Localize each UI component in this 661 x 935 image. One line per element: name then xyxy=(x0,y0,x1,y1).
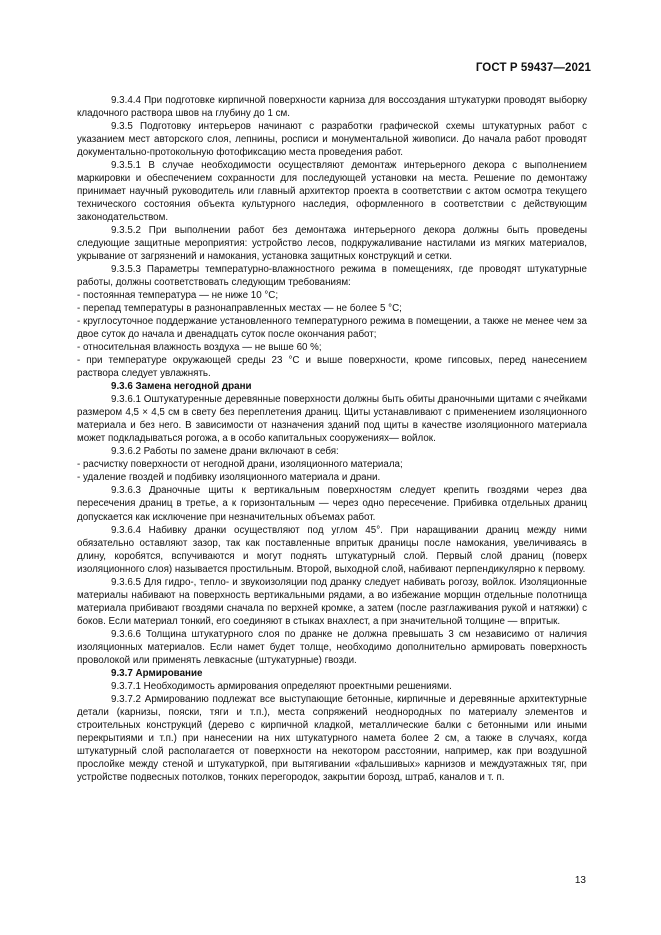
paragraph: 9.3.6.1 Оштукатуренные деревянные поверхности должны быть обиты драночными щитами с ячейками размером 4,5 × 4,5 см в свету без переплетения драниц. Щиты устанавливают с применением изоляционного материала и без него. В зависимости от назначения зданий под щиты в качестве изоляционного материала может подкладываться рогожа, а в особо капитальных сооружениях— войлок. xyxy=(77,394,587,445)
paragraph: 9.3.5 Подготовку интерьеров начинают с разработки графической схемы штукатурных работ с указанием мест авторского слоя, лепнины, росписи и монументальной живописи. До начала работ проводят документально-протокольную фотофиксацию места проведения работ. xyxy=(77,121,587,159)
list-item: - при температуре окружающей среды 23 °С и выше поверхности, кроме гипсовых, перед нанесением раствора следует увлажнять. xyxy=(77,355,587,380)
list-item: - круглосуточное поддержание установленного температурного режима в помещении, а также не менее чем за двое суток до начала и двенадцать суток после окончания работ; xyxy=(77,316,587,341)
body-text xyxy=(77,94,587,784)
paragraph: 9.3.6.6 Толщина штукатурного слоя по дранке не должна превышать 3 см независимо от наличия изоляционных материалов. Если намет будет толще, необходимо дополнительно армировать поверхность проволокой или применять левкасные (штукатурные) гвозди. xyxy=(77,628,587,666)
paragraph: 9.3.6.5 Для гидро-, тепло- и звукоизоляции под дранку следует набивать рогозу, войлок. Изоляционные материалы набивают на поверхность вертикальными рядами, а во избежание морщин отдельные полотнища материала прибивают гвоздями сначала по верхней кромке, а затем (после разглаживания рукой и натяжки) с боков. Если материал тонкий, его соединяют в стыках внахлест, а при значительной толщине — впритык. xyxy=(77,576,587,627)
paragraph: 9.3.6.3 Драночные щиты к вертикальным поверхностям следует крепить гвоздями через два пересечения драниц в третье, а к горизонтальным — через одно пересечение. Прибивка отдельных драниц допускается как исключение при незначительных объемах работ. xyxy=(77,485,587,523)
list-item: - удаление гвоздей и подбивку изоляционного материала и драни. xyxy=(77,472,381,484)
list-item: - постоянная температура — не ниже 10 °С; xyxy=(77,290,279,302)
page-number: 13 xyxy=(574,875,586,886)
list-item: - относительная влажность воздуха — не выше 60 %; xyxy=(77,342,322,354)
section-heading: 9.3.6 Замена негодной драни xyxy=(111,381,252,393)
paragraph: 9.3.6.4 Набивку дранки осуществляют под углом 45°. При наращивании драниц между ними обязательно оставляют зазор, так как поставленные впритык драницы после намокания, увеличиваясь в длину, коробятся, вспучиваются и могут поднять штукатурный слой. Первый слой драниц (поверх изоляционного слоя) называется простильным. Второй, выходной слой, набивают перпендикулярно к первому. xyxy=(77,524,587,575)
paragraph: 9.3.4.4 При подготовке кирпичной поверхности карниза для воссоздания штукатурки проводят выборку кладочного раствора швов на глубину до 1 см. xyxy=(77,95,587,120)
list-item: - расчистку поверхности от негодной драни, изоляционного материала; xyxy=(77,459,403,471)
paragraph: 9.3.7.1 Необходимость армирования определяют проектными решениями. xyxy=(111,680,452,692)
paragraph: 9.3.7.2 Армированию подлежат все выступающие бетонные, кирпичные и деревянные архитектурные детали (карнизы, пояски, тяги и т.п.), места сопряжений неоднородных по материалу элементов и строительных конструкций (дерево с кирпичной кладкой, металлические балки с бетонными или иными перекрытиями и т.п.) при нанесении на них штукатурного намета более 2 см, а также в случаях, когда штукатурный слой располагается от поверхности на некотором расстоянии, например, как при воздушной прослойке между стеной и штукатуркой, при вытягивании «фальшивых» карнизов и междуэтажных тяг, при устройстве подвесных потолков, тонких перегородок, закрытии борозд, штраб, каналов и т. п. xyxy=(77,693,587,783)
paragraph: 9.3.5.3 Параметры температурно-влажностного режима в помещениях, где проводят штукатурные работы, должны соответствовать следующим требованиям: xyxy=(77,264,587,289)
paragraph: 9.3.5.1 В случае необходимости осуществляют демонтаж интерьерного декора с выполнением маркировки и обеспечением сохранности для последующей установки на места. Решение по демонтажу принимает научный руководитель или главный архитектор проекта в соответствии с актом осмотра текущего технического состояния объекта культурного наследия, оформленного в соответствии с действующим законодательством. xyxy=(77,160,587,224)
document-code: ГОСТ Р 59437—2021 xyxy=(475,62,591,74)
section-heading: 9.3.7 Армирование xyxy=(111,667,203,679)
paragraph: 9.3.5.2 При выполнении работ без демонтажа интерьерного декора должны быть проведены следующие защитные мероприятия: устройство лесов, подкружаливание настилами из мягких материалов, укрывание от загрязнений и намокания, установка защитных конструкций и сетки. xyxy=(77,225,587,263)
list-item: - перепад температуры в разнонаправленных местах — не более 5 °С; xyxy=(77,303,402,315)
paragraph: 9.3.6.2 Работы по замене драни включают в себя: xyxy=(111,446,339,458)
